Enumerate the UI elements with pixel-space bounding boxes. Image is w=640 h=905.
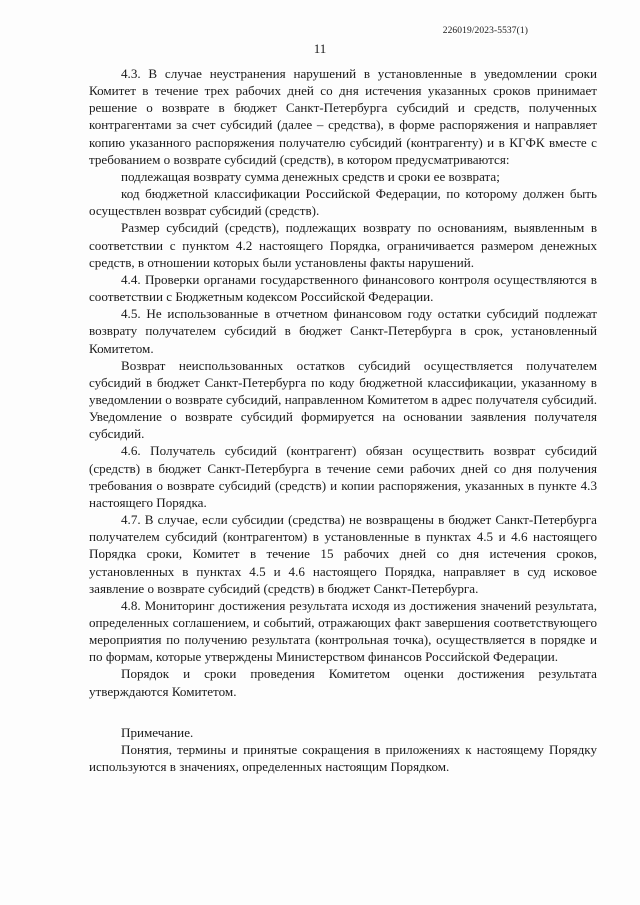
paragraph-4-8: 4.8. Мониторинг достижения результата исходя из достижения значений результата, определенных соглашением, и событий, отражающих факт завершения соответствующего мероприятия по получению результата (контрольная точка), осуществляется в порядке и по формам, которые утверждены Министерством финансов Российской Федерации. [89,597,597,665]
paragraph-4-4: 4.4. Проверки органами государственного финансового контроля осуществляются в соответствии с Бюджетным кодексом Российской Федерации. [89,271,597,305]
paragraph-4-8-evaluation: Порядок и сроки проведения Комитетом оценки достижения результата утверждаются Комитетом. [89,666,597,699]
note-title: Примечание. [121,724,194,740]
paragraph-4-5: 4.5. Не использованные в отчетном финансовом году остатки субсидий подлежат возврату получателем субсидий в бюджет Санкт-Петербурга в срок, установленный Комитетом. [89,306,597,356]
paragraph-4-6: 4.6. Получатель субсидий (контрагент) обязан осуществить возврат субсидий (средств) в бюджет Санкт-Петербурга в течение семи рабочих дней со дня получения требования о возврате субсидий (средств) и копии распоряжения, указанных в пункте 4.3 настоящего Порядка. [89,443,597,510]
document-registration-number: 226019/2023-5537(1) [442,26,528,36]
paragraph-4-5-return-procedure: Возврат неиспользованных остатков субсидий осуществляется получателем субсидий в бюджет Санкт-Петербурга по коду бюджетной классификации, указанному в уведомлении о возврате субсидий, направленном Комитетом в адрес получателя субсидий. Уведомление о возврате субсидий формируется на основании заявления получателя субсидий. [89,357,597,442]
paragraph-4-3-amount-limit: Размер субсидий (средств), подлежащих возврату по основаниям, выявленным в соответствии с пунктом 4.2 настоящего Порядка, ограничивается размером денежных средств, в отношении которых были установлены факты нарушений. [89,220,597,270]
paragraph-4-3-item-code: код бюджетной классификации Российской Федерации, по которому должен быть осуществлен возврат субсидий (средств). [89,186,597,219]
paragraph-4-7: 4.7. В случае, если субсидии (средства) не возвращены в бюджет Санкт-Петербурга получателем субсидий (контрагентом) в установленные в пунктах 4.5 и 4.6 настоящего Порядка сроки, Комитет в течение 15 рабочих дней со дня истечения сроков, установленных в пунктах 4.5 и 4.6 настоящего Порядка, направляет в суд исковое заявление о возврате субсидий (средств) в бюджет Санкт-Петербурга. [89,512,597,596]
paragraph-4-3: 4.3. В случае неустранения нарушений в установленные в уведомлении сроки Комитет в течение трех рабочих дней со дня истечения указанных сроков принимает решение о возврате в бюджет Санкт-Петербурга субсидий и средств, полученных контрагентами за счет субсидий (далее – средства), в форме распоряжения и направляет копию указанного распоряжения получателю субсидий (контрагенту) и в КГФК вместе с требованием о возврате субсидий (средств), в котором предусматриваются: [89,66,597,167]
paragraph-4-3-item-amount: подлежащая возврату сумма денежных средств и сроки ее возврата; [121,168,500,184]
note-spacer [89,700,597,724]
note-text: Понятия, термины и принятые сокращения в приложениях к настоящему Порядку используются в значениях, определенных настоящим Порядком. [89,741,597,775]
document-body [89,65,597,775]
page-number: 11 [313,41,327,56]
